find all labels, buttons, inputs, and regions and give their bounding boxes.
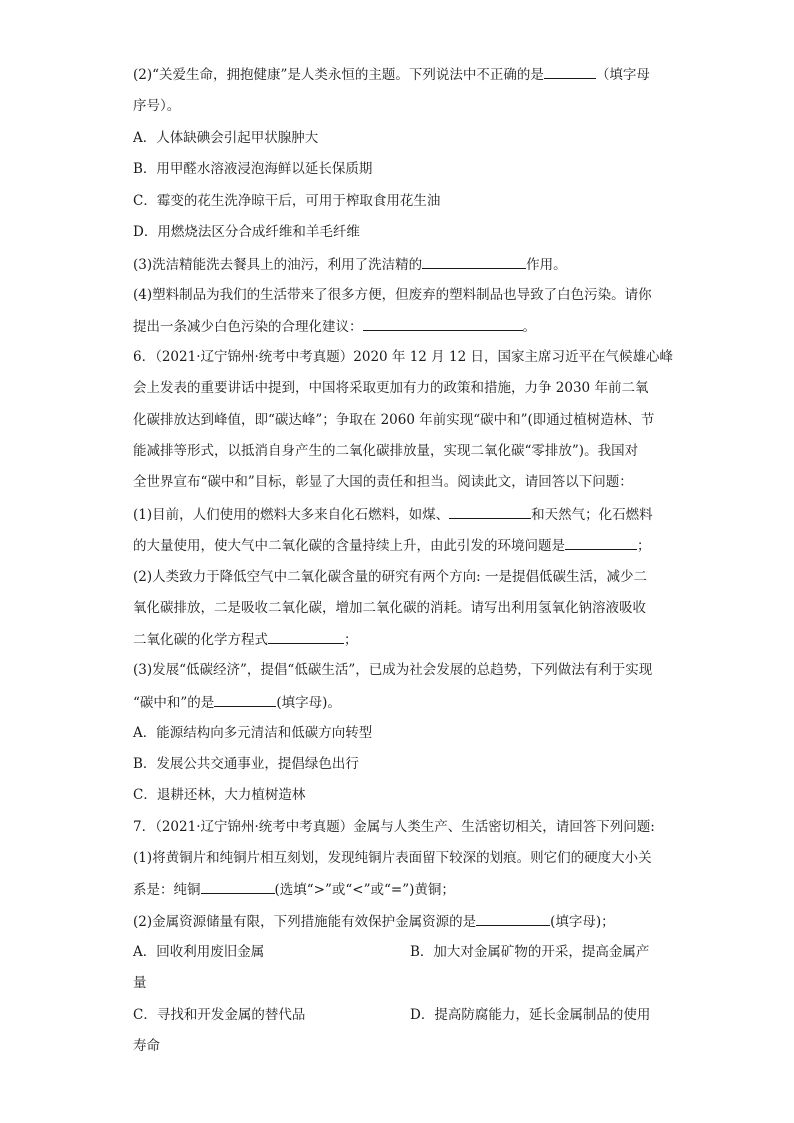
q6-option-b: B．发展公共交通事业，提倡绿色出行: [133, 756, 359, 772]
q7-option-d: D．提高防腐能力，延长金属制品的使用: [410, 1007, 651, 1023]
q6-option-a: A．能源结构向多元清洁和低碳方向转型: [133, 725, 373, 741]
q5-option-b: B．用甲醛水溶液浸泡海鲜以延长保质期: [133, 161, 373, 177]
answer-blank[interactable]: [214, 692, 276, 707]
q7-part2: (2)金属资源储量有限，下列措施能有效保护金属资源的是 (填字母)；: [133, 911, 615, 932]
q5-option-c: C．霉变的花生洗净晾干后，可用于榨取食用花生油: [133, 193, 441, 209]
q5-part4-line1: (4)塑料制品为我们的生活带来了很多方便，但废弃的塑料制品也导致了白色污染。请你: [133, 287, 652, 303]
q6-part1-line2: 的大量使用，使大气中二氧化碳的含量持续上升，由此引发的环境问题是 ；: [133, 535, 651, 556]
q5-option-d: D．用燃烧法区分合成纤维和羊毛纤维: [133, 224, 360, 240]
q7-option-a: A．回收利用废旧金属: [133, 944, 265, 960]
answer-blank[interactable]: [476, 911, 550, 926]
q6-part1-line1: (1)目前，人们使用的燃料大多来自化石燃料，如煤、 和天然气；化石燃料: [133, 504, 653, 525]
q6-stem-line3: 化碳排放达到峰值，即“碳达峰”；争取在 2060 年前实现“碳中和”(即通过植树造林、节: [133, 412, 655, 428]
q5-part4-line2: 提出一条减少白色污染的合理化建议： 。: [133, 316, 536, 337]
q6-stem-line5: 全世界宣布“碳中和”目标，彰显了大国的责任和担当。阅读此文，请回答以下问题：: [133, 474, 633, 490]
answer-blank[interactable]: [268, 629, 344, 644]
answer-blank[interactable]: [544, 64, 596, 79]
answer-blank[interactable]: [201, 879, 275, 894]
answer-blank[interactable]: [565, 535, 637, 550]
q5-part3: (3)洗洁精能洗去餐具上的油污，利用了洗洁精的 作用。: [133, 254, 567, 275]
q7-option-b: B．加大对金属矿物的开采，提高金属产: [410, 944, 650, 960]
answer-blank[interactable]: [449, 504, 531, 519]
q6-part3-line2: “碳中和”的是 (填字母)。: [133, 692, 341, 713]
q7-part1-line2: 系是：纯铜 (选填“>”或“<”或“=”)黄铜；: [133, 879, 455, 900]
q6-stem-line1: 6．（2021·辽宁锦州·统考中考真题）2020 年 12 月 12 日，国家主席习近平在气候雄心峰: [133, 349, 673, 365]
q6-stem-line4: 能减排等形式，以抵消自身产生的二氧化碳排放量，实现二氧化碳“零排放”)。我国对: [133, 443, 639, 459]
q6-part2-line3: 二氧化碳的化学方程式 ；: [133, 629, 358, 650]
q6-part2-line1: (2)人类致力于降低空气中二氧化碳含量的研究有两个方向: 一是提倡低碳生活，减少二: [133, 569, 647, 585]
answer-blank[interactable]: [363, 316, 523, 331]
q6-stem-line2: 会上发表的重要讲话中提到，中国将采取更加有力的政策和措施，力争 2030 年前二氧: [133, 380, 649, 396]
q5-part2-line2: 序号）。: [133, 98, 181, 114]
q5-part2-line1: (2)“关爱生命，拥抱健康”是人类永恒的主题。下列说法中不正确的是 （填字母: [133, 64, 650, 85]
q6-part2-line2: 氧化碳排放，二是吸收二氧化碳，增加二氧化碳的消耗。请写出利用氢氧化钠溶液吸收: [133, 600, 646, 616]
q6-part3-line1: (3)发展“低碳经济”，提倡“低碳生活”，已成为社会发展的总趋势，下列做法有利于实现: [133, 662, 653, 678]
q5-option-a: A．人体缺碘会引起甲状腺肿大: [133, 130, 319, 146]
answer-blank[interactable]: [422, 254, 526, 269]
q7-part1-line1: (1)将黄铜片和纯铜片相互刻划，发现纯铜片表面留下较深的划痕。则它们的硬度大小关: [133, 850, 652, 866]
q7-option-c: C．寻找和开发金属的替代品: [133, 1007, 306, 1023]
q7-option-d-wrap: 寿命: [133, 1038, 160, 1054]
q7-stem: 7．（2021·辽宁锦州·统考中考真题）金属与人类生产、生活密切相关，请回答下列问题:: [133, 819, 655, 835]
q7-option-b-wrap: 量: [133, 975, 147, 991]
q6-option-c: C．退耕还林，大力植树造林: [133, 787, 306, 803]
